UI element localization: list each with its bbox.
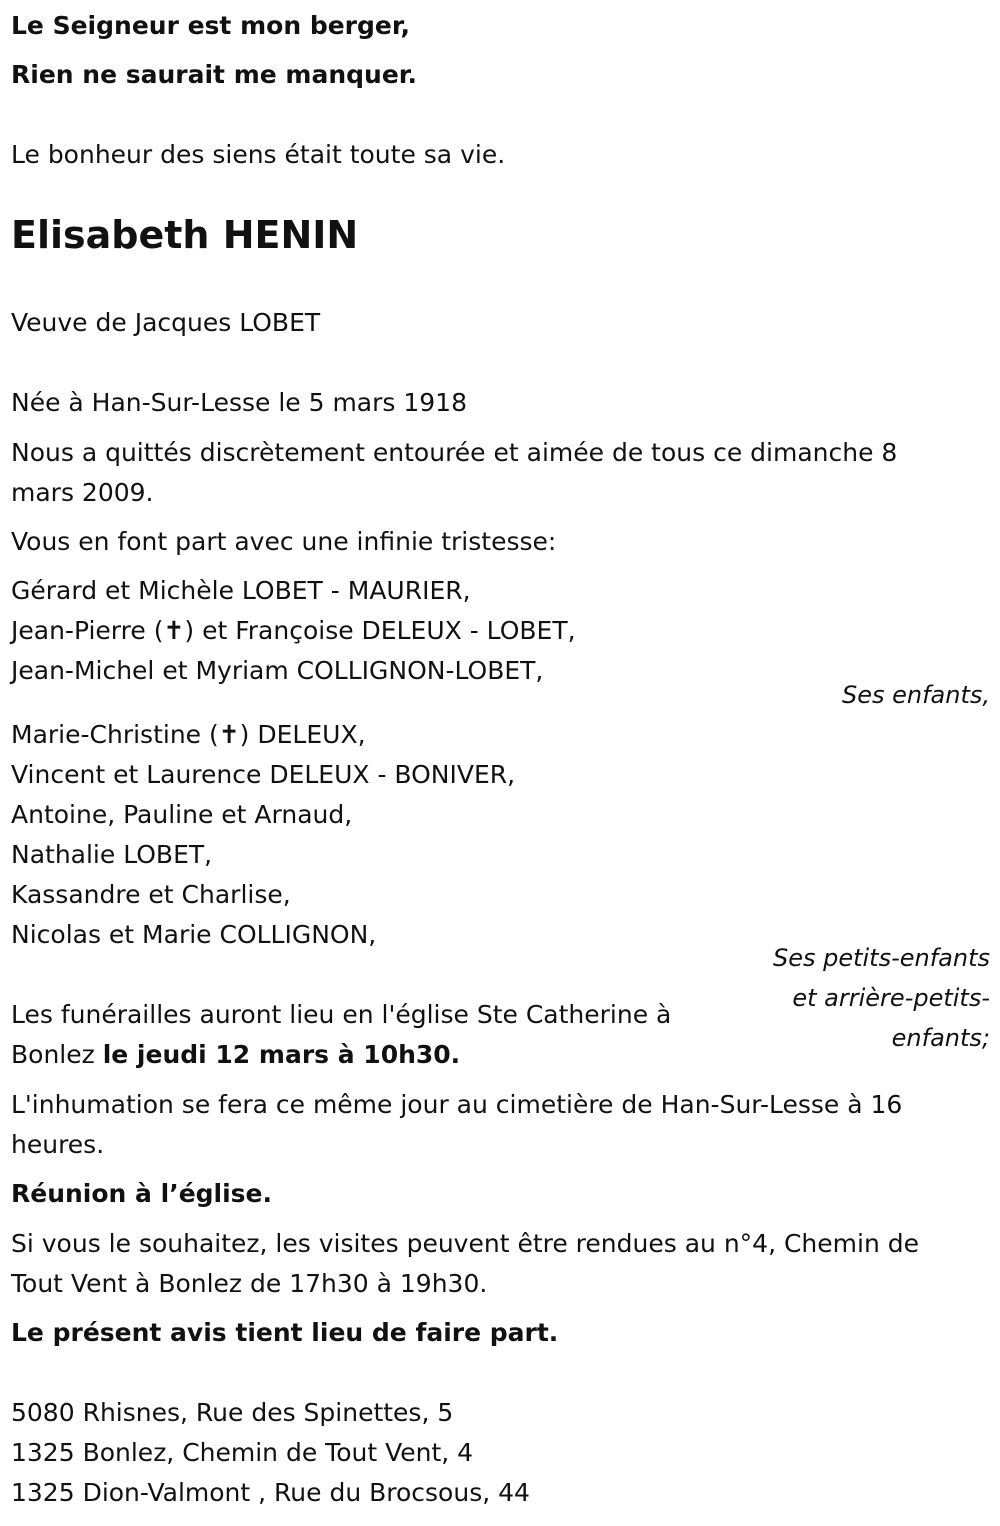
grandchild-entry: Marie-Christine (✝) DELEUX,: [11, 720, 366, 749]
children-label: Ses enfants,: [841, 681, 990, 709]
grandchild-entry: Nathalie LOBET,: [11, 840, 213, 869]
grandchild-entry: Kassandre et Charlise,: [11, 880, 291, 909]
church-meeting: Réunion à l’église.: [11, 1179, 273, 1208]
grandchild-entry: Vincent et Laurence DELEUX - BONIVER,: [11, 760, 516, 789]
grandchildren-label-line: Ses petits-enfants: [772, 944, 990, 972]
visits-line-1: Si vous le souhaitez, les visites peuvent être rendues au n°4, Chemin de: [11, 1229, 919, 1258]
address-entry: 1325 Bonlez, Chemin de Tout Vent, 4: [11, 1438, 474, 1467]
child-entry: Jean-Pierre (✝) et Françoise DELEUX - LOBET,: [11, 616, 576, 645]
funeral-line-2: [11, 1035, 460, 1075]
verse-line-2: Rien ne saurait me manquer.: [11, 60, 418, 89]
address-entry: 5080 Rhisnes, Rue des Spinettes, 5: [11, 1398, 454, 1427]
verse-line-1: Le Seigneur est mon berger,: [11, 11, 410, 40]
burial-line-2: heures.: [11, 1130, 105, 1159]
announcement: Vous en font part avec une infinie tristesse:: [11, 527, 557, 556]
deceased-name: Elisabeth HENIN: [11, 213, 359, 257]
address-entry: 1325 Dion-Valmont , Rue du Brocsous, 44: [11, 1478, 530, 1507]
death-info-line-1: Nous a quittés discrètement entourée et aimée de tous ce dimanche 8: [11, 438, 898, 467]
motto: Le bonheur des siens était toute sa vie.: [11, 140, 506, 169]
widow-of: Veuve de Jacques LOBET: [11, 308, 321, 337]
child-entry: Jean-Michel et Myriam COLLIGNON-LOBET,: [11, 656, 544, 685]
grandchildren-label-line: et arrière-petits-: [792, 984, 990, 1012]
birth-info: Née à Han-Sur-Lesse le 5 mars 1918: [11, 388, 467, 417]
death-info-line-2: mars 2009.: [11, 478, 154, 507]
grandchild-entry: Nicolas et Marie COLLIGNON,: [11, 920, 377, 949]
funeral-line-1: Les funérailles auront lieu en l'église Ste Catherine à: [11, 1000, 672, 1029]
grandchild-entry: Antoine, Pauline et Arnaud,: [11, 800, 353, 829]
notice: Le présent avis tient lieu de faire part.: [11, 1318, 559, 1347]
child-entry: Gérard et Michèle LOBET - MAURIER,: [11, 576, 471, 605]
funeral-place: Bonlez: [11, 1040, 103, 1069]
visits-line-2: Tout Vent à Bonlez de 17h30 à 19h30.: [11, 1269, 488, 1298]
funeral-datetime: le jeudi 12 mars à 10h30.: [102, 1040, 461, 1069]
grandchildren-label-line: enfants;: [891, 1024, 990, 1052]
burial-line-1: L'inhumation se fera ce même jour au cimetière de Han-Sur-Lesse à 16: [11, 1090, 903, 1119]
